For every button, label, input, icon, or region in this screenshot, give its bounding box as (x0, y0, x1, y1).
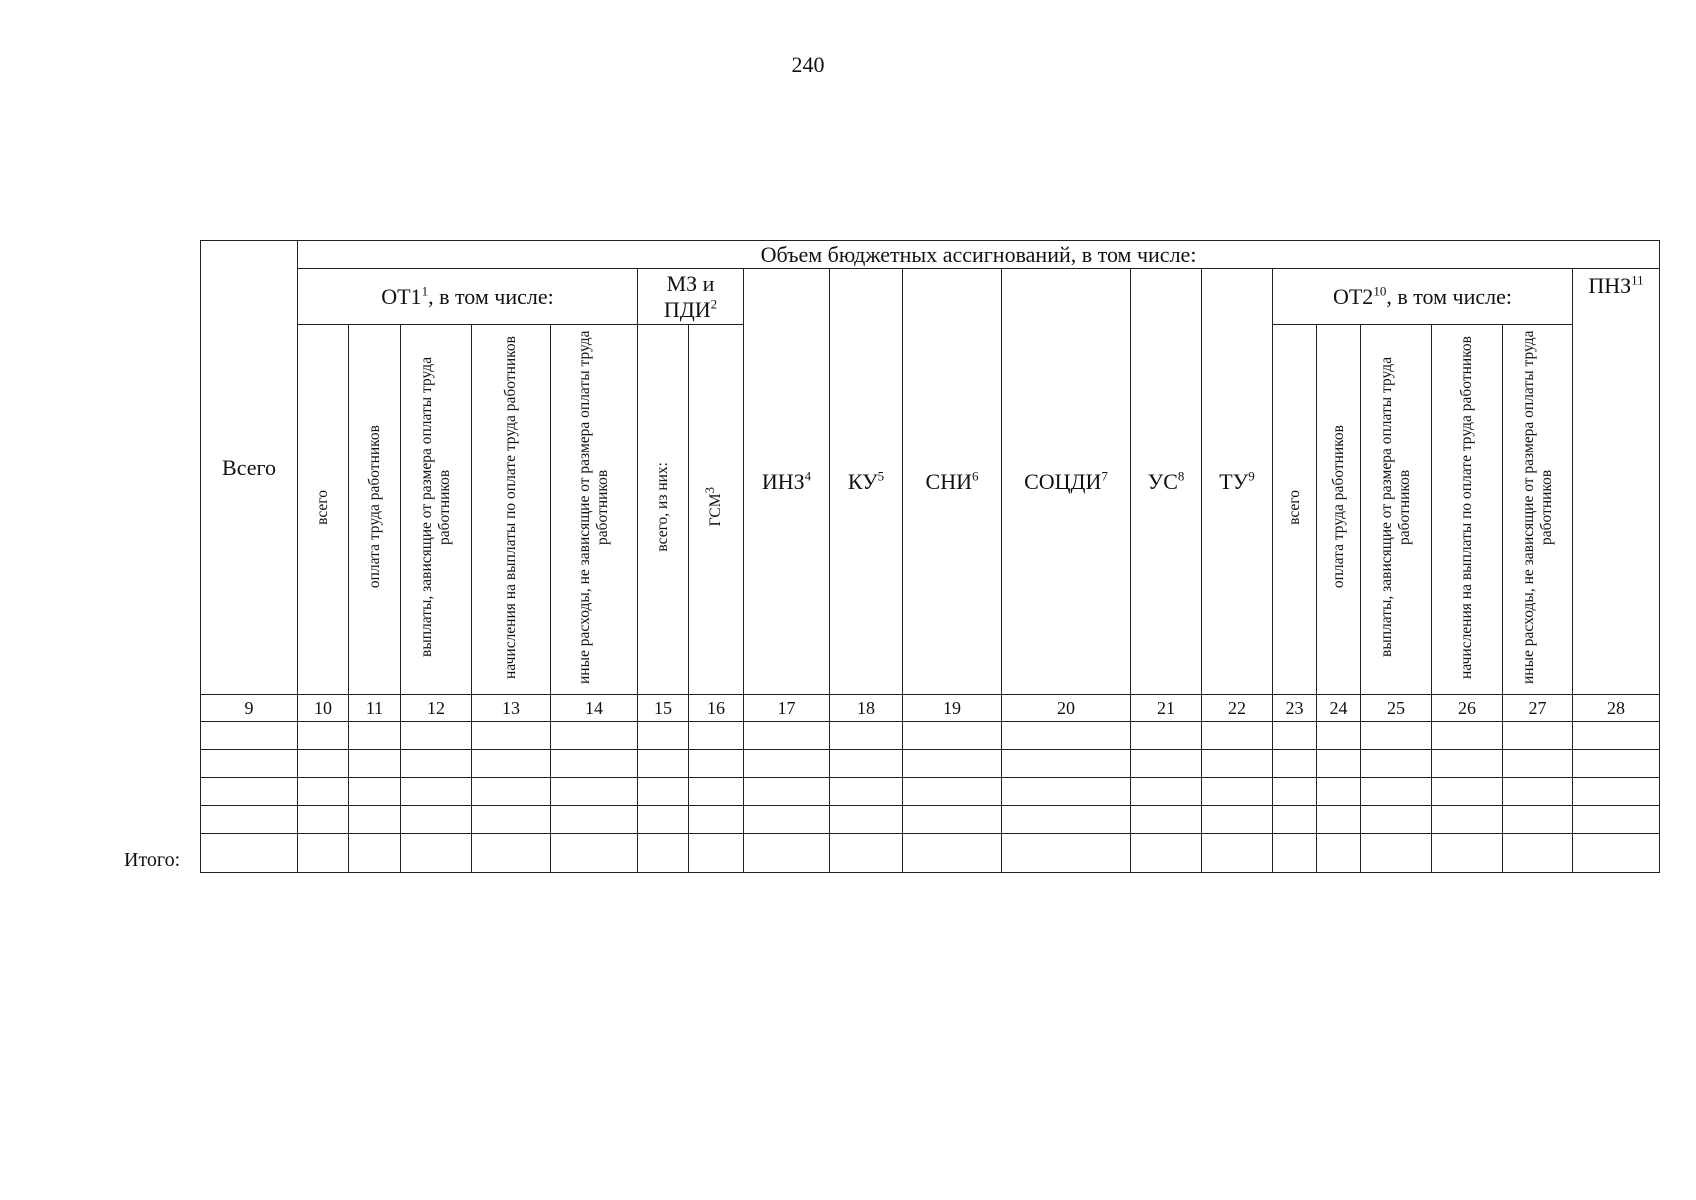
table-cell[interactable] (1573, 778, 1660, 806)
header-ot2-vyplaty: выплаты, зависящие от размера оплаты труда работников (1361, 325, 1432, 695)
table-cell[interactable] (830, 750, 903, 778)
table-row (201, 778, 1660, 806)
total-cell[interactable] (1361, 834, 1432, 873)
header-ot1-vyplaty: выплаты, зависящие от размера оплаты труда работников (401, 325, 472, 695)
header-us: $УС^8$ (1131, 269, 1202, 695)
table-cell[interactable] (1202, 750, 1273, 778)
table-cell[interactable] (1432, 750, 1503, 778)
col-num: 15 (638, 695, 689, 722)
page-number: 240 (791, 52, 825, 77)
table-cell[interactable] (744, 806, 830, 834)
col-num: 23 (1273, 695, 1317, 722)
col-num: 11 (349, 695, 401, 722)
table-cell[interactable] (1202, 778, 1273, 806)
table-cell[interactable] (298, 750, 349, 778)
col-num: 9 (201, 695, 298, 722)
total-cell[interactable] (298, 834, 349, 873)
total-cell[interactable] (1503, 834, 1573, 873)
col-num: 19 (903, 695, 1002, 722)
col-num: 28 (1573, 695, 1660, 722)
col-num: 26 (1432, 695, 1503, 722)
table-cell[interactable] (689, 778, 744, 806)
table-cell[interactable] (830, 722, 903, 750)
total-cell[interactable] (638, 834, 689, 873)
budget-table-wrap (200, 240, 1660, 873)
table-cell[interactable] (201, 750, 298, 778)
table-cell[interactable] (1273, 722, 1317, 750)
table-cell[interactable] (472, 722, 551, 750)
table-cell[interactable] (349, 750, 401, 778)
col-num: 27 (1503, 695, 1573, 722)
table-cell[interactable] (903, 778, 1002, 806)
total-cell[interactable] (349, 834, 401, 873)
total-cell[interactable] (401, 834, 472, 873)
table-cell[interactable] (830, 778, 903, 806)
table-cell[interactable] (1317, 722, 1361, 750)
total-cell[interactable] (1273, 834, 1317, 873)
header-pnz: ПНЗ$^{11}$ (1573, 269, 1660, 695)
table-cell[interactable] (551, 778, 638, 806)
table-cell[interactable] (1317, 806, 1361, 834)
table-cell[interactable] (1432, 722, 1503, 750)
col-num: 22 (1202, 695, 1273, 722)
table-cell[interactable] (1573, 750, 1660, 778)
table-cell[interactable] (472, 806, 551, 834)
table-row (201, 722, 1660, 750)
col-num: 18 (830, 695, 903, 722)
table-cell[interactable] (1317, 750, 1361, 778)
col-num: 21 (1131, 695, 1202, 722)
header-ot1: $ОТ1^1$, в том числе: (298, 269, 638, 325)
table-cell[interactable] (1202, 806, 1273, 834)
budget-allocations-table (200, 240, 1660, 873)
table-cell[interactable] (201, 806, 298, 834)
table-cell[interactable] (744, 722, 830, 750)
header-sni: СНИ$^6$ (903, 269, 1002, 695)
total-cell[interactable] (472, 834, 551, 873)
header-ot1-inye: иные расходы, не зависящие от размера оплаты труда работников (551, 325, 638, 695)
table-cell[interactable] (1503, 750, 1573, 778)
table-cell[interactable] (903, 722, 1002, 750)
header-tu: $ТУ^9$ (1202, 269, 1273, 695)
table-cell[interactable] (298, 778, 349, 806)
table-cell[interactable] (401, 722, 472, 750)
col-num: 14 (551, 695, 638, 722)
header-ot2-vsego: всего (1273, 325, 1317, 695)
table-cell[interactable] (551, 750, 638, 778)
table-cell[interactable] (638, 722, 689, 750)
table-cell[interactable] (1273, 778, 1317, 806)
total-cell[interactable] (830, 834, 903, 873)
table-cell[interactable] (298, 722, 349, 750)
total-cell[interactable] (551, 834, 638, 873)
table-cell[interactable] (1503, 722, 1573, 750)
col-num: 25 (1361, 695, 1432, 722)
table-cell[interactable] (1573, 806, 1660, 834)
col-num: 12 (401, 695, 472, 722)
table-cell[interactable] (298, 806, 349, 834)
header-mz-vsego: всего, из них: (638, 325, 689, 695)
table-cell[interactable] (401, 806, 472, 834)
table-cell[interactable] (1273, 806, 1317, 834)
table-cell[interactable] (472, 750, 551, 778)
header-main-title: Объем бюджетных ассигнований, в том числе: (298, 241, 1660, 269)
header-ot2: $ОТ2^{10}$, в том числе: (1273, 269, 1573, 325)
table-cell[interactable] (201, 778, 298, 806)
table-cell[interactable] (689, 750, 744, 778)
total-cell[interactable] (689, 834, 744, 873)
total-row (201, 834, 1660, 873)
header-ot1-oplata: оплата труда работников (349, 325, 401, 695)
table-row (201, 750, 1660, 778)
col-num: 16 (689, 695, 744, 722)
table-cell[interactable] (551, 722, 638, 750)
table-cell[interactable] (1317, 778, 1361, 806)
table-cell[interactable] (1131, 722, 1202, 750)
header-ot2-inye: иные расходы, не зависящие от размера оплаты труда работников (1503, 325, 1573, 695)
table-cell[interactable] (638, 750, 689, 778)
table-cell[interactable] (1361, 750, 1432, 778)
table-cell[interactable] (201, 722, 298, 750)
table-cell[interactable] (1202, 722, 1273, 750)
table-cell[interactable] (349, 806, 401, 834)
table-cell[interactable] (1361, 806, 1432, 834)
header-ot1-nachisleniya: начисления на выплаты по оплате труда работников (472, 325, 551, 695)
total-cell[interactable] (744, 834, 830, 873)
table-cell[interactable] (1002, 722, 1131, 750)
column-numbers-row (201, 695, 1660, 722)
table-cell[interactable] (401, 750, 472, 778)
table-cell[interactable] (1503, 778, 1573, 806)
total-cell[interactable] (1202, 834, 1273, 873)
total-cell[interactable] (903, 834, 1002, 873)
table-cell[interactable] (744, 750, 830, 778)
header-mz-gsm: ГСМ$^3$ (689, 325, 744, 695)
table-cell[interactable] (1131, 750, 1202, 778)
table-cell[interactable] (1432, 806, 1503, 834)
table-cell[interactable] (638, 806, 689, 834)
col-num: 24 (1317, 695, 1361, 722)
table-cell[interactable] (401, 778, 472, 806)
table-cell[interactable] (1573, 722, 1660, 750)
table-cell[interactable] (1131, 806, 1202, 834)
header-socdi: СОЦДИ$^7$ (1002, 269, 1131, 695)
table-row (201, 806, 1660, 834)
table-cell[interactable] (830, 806, 903, 834)
total-cell[interactable] (1002, 834, 1131, 873)
total-cell[interactable] (1432, 834, 1503, 873)
table-cell[interactable] (689, 722, 744, 750)
header-vsego: Всего (201, 241, 298, 695)
total-cell[interactable] (1131, 834, 1202, 873)
table-cell[interactable] (638, 778, 689, 806)
header-ot1-vsego: всего (298, 325, 349, 695)
table-cell[interactable] (1002, 806, 1131, 834)
header-mz-pdi: МЗ и ПДИ$^2$ (638, 269, 744, 325)
table-cell[interactable] (744, 778, 830, 806)
table-cell[interactable] (1432, 778, 1503, 806)
table-cell[interactable] (1002, 750, 1131, 778)
table-cell[interactable] (349, 778, 401, 806)
table-cell[interactable] (472, 778, 551, 806)
table-cell[interactable] (1361, 778, 1432, 806)
total-cell[interactable] (1573, 834, 1660, 873)
table-cell[interactable] (1131, 778, 1202, 806)
total-cell[interactable] (1317, 834, 1361, 873)
table-cell[interactable] (1361, 722, 1432, 750)
col-num: 17 (744, 695, 830, 722)
table-cell[interactable] (689, 806, 744, 834)
header-ot2-oplata: оплата труда работников (1317, 325, 1361, 695)
header-inz: ИНЗ$^4$ (744, 269, 830, 695)
total-cell[interactable] (201, 834, 298, 873)
table-cell[interactable] (1273, 750, 1317, 778)
col-num: 10 (298, 695, 349, 722)
col-num: 13 (472, 695, 551, 722)
table-cell[interactable] (903, 806, 1002, 834)
table-cell[interactable] (551, 806, 638, 834)
total-label: Итого: (124, 849, 181, 871)
header-ku: $КУ^5$ (830, 269, 903, 695)
col-num: 20 (1002, 695, 1131, 722)
table-cell[interactable] (1503, 806, 1573, 834)
table-cell[interactable] (1002, 778, 1131, 806)
header-ot2-nachisleniya: начисления на выплаты по оплате труда работников (1432, 325, 1503, 695)
table-cell[interactable] (349, 722, 401, 750)
table-cell[interactable] (903, 750, 1002, 778)
